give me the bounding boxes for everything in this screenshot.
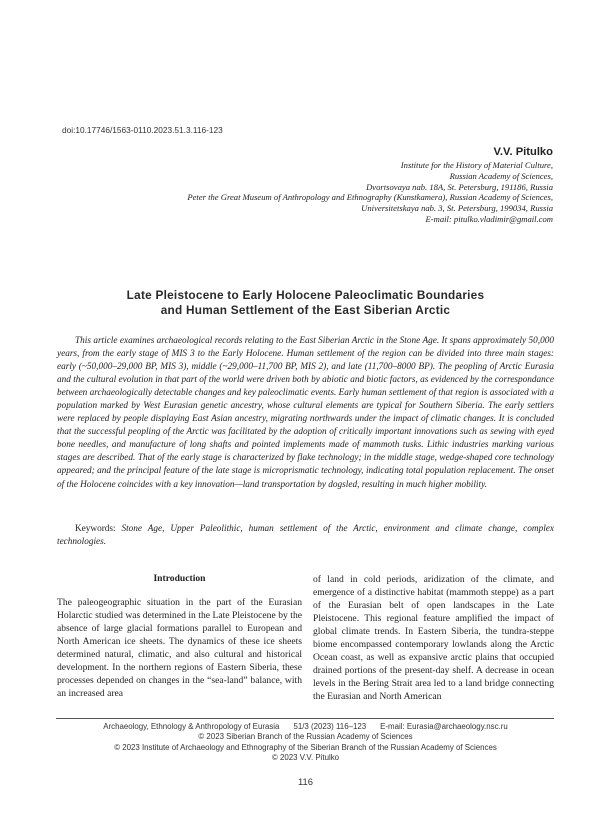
author-block xyxy=(187,146,553,225)
body-column-left xyxy=(57,573,302,700)
journal-issue: 51/3 (2023) 116–123 xyxy=(293,722,367,731)
affiliation-line: Institute for the History of Material Culture, xyxy=(400,160,553,170)
copyright-line: © 2023 V.V. Pitulko xyxy=(271,752,340,762)
author-email: E-mail: pitulko.vladimir@gmail.com xyxy=(425,213,553,224)
title-line-2: and Human Settlement of the East Siberian Arctic xyxy=(160,303,451,317)
title-line-1: Late Pleistocene to Early Holocene Paleoclimatic Boundaries xyxy=(126,288,485,302)
copyright-line: © 2023 Siberian Branch of the Russian Academy of Sciences xyxy=(198,732,413,742)
article-title xyxy=(60,288,551,318)
affiliation-address: Universitetskaya nab. 3, St. Petersburg, 199034, Russia xyxy=(361,203,553,214)
abstract: This article examines archaeological records relating to the East Siberian Arctic in the Stone Age. It spans approximately 50,000 years, from the early stage of MIS 3 to the Early Holocene. Human settlement of the region can be divided into three main stages: early (~50,000–29,000 BP, MIS 3), middle (~29,000–11,700 BP, MIS 2), and late (11,700–8000 BP). The peopling of Arctic Eurasia and the cultural evolution in that part of the world were driven both by abiotic and biotic factors, as evidenced by the correspondance between archaeologically detectable changes and key paleoclimatic events. Early human settlement of that region is associated with a population marked by West Eurasian genetic ancestry, whose cultural elements are typical for Southern Siberia. The early settlers were replaced by people displaying East Asian ancestry, migrating northwards under the impact of climatic changes. It is concluded that the successful peopling of the Arctic was facilitated by the adoption of critically important innovations such as sewing with eyed bone needles, and manufacture of long shafts and pointed implements made of mammoth tusks. Lithic industries marking various stages are described. That of the early stage is characterized by flake technology; in the middle stage, wedge-shaped core technology appeared; and the principal feature of the late stage is microprismatic technology, indicating total population replacement. The onset of the Holocene coincides with a key innovation—land transportation by dogsled, resulting in much higher mobility. xyxy=(57,336,554,490)
doi-identifier: doi:10.17746/1563-0110.2023.51.3.116-123 xyxy=(62,125,223,135)
footer-journal-line xyxy=(40,722,571,732)
footer-divider xyxy=(56,718,554,719)
body-paragraph: of land in cold periods, aridization of the climate, and emergence of a distinctive habitat (mammoth steppe) as a part of the Eurasian belt of open landscapes in the Late Pleistocene. This regional feature amplified the impact of global climate trends. In Eastern Siberia, the tundra-steppe biome encompassed contemporary lowlands along the Arctic Ocean coast, as well as expansive arctic plains that occupied drained portions of the present-day shelf. A decrease in ocean levels in the Bering Strait area led to a land bridge connecting the Eurasian and North American xyxy=(313,574,554,703)
author-name: V.V. Pitulko xyxy=(493,146,553,158)
affiliation-line: Peter the Great Museum of Anthropology and Ethnography (Kunstkamera), Russian Academy of Sciences, xyxy=(187,192,553,203)
page-number: 116 xyxy=(298,776,313,787)
body-paragraph: The paleogeographic situation in the part of the Eurasian Holarctic studied was determined in the Late Pleistocene by the absence of large glacial formations parallel to European and North American ice sheets. The dynamics of these ice sheets determined natural, climatic, and also cultural and historical development. In the northern regions of Eastern Siberia, these processes depended on changes in the “sea-land” balance, with an increased area xyxy=(57,597,302,700)
journal-name: Archaeology, Ethnology & Anthropology of Eurasia xyxy=(103,722,280,731)
affiliation-line: Russian Academy of Sciences, xyxy=(449,170,553,181)
journal-email: E-mail: Eurasia@archaeology.nsc.ru xyxy=(380,722,508,731)
section-heading-introduction: Introduction xyxy=(153,573,206,584)
copyright-line: © 2023 Institute of Archaeology and Ethnography of the Siberian Branch of the Russian Academy of Sciences xyxy=(114,742,497,752)
keywords xyxy=(57,523,554,549)
keywords-label: Keywords: xyxy=(75,524,122,534)
affiliation-address: Dvortsovaya nab. 18A, St. Petersburg, 191186, Russia xyxy=(366,181,553,192)
keywords-list: Stone Age, Upper Paleolithic, human settlement of the Arctic, environment and climate change, complex technologies. xyxy=(57,524,555,547)
footer xyxy=(40,722,571,763)
body-column-right xyxy=(313,573,554,703)
